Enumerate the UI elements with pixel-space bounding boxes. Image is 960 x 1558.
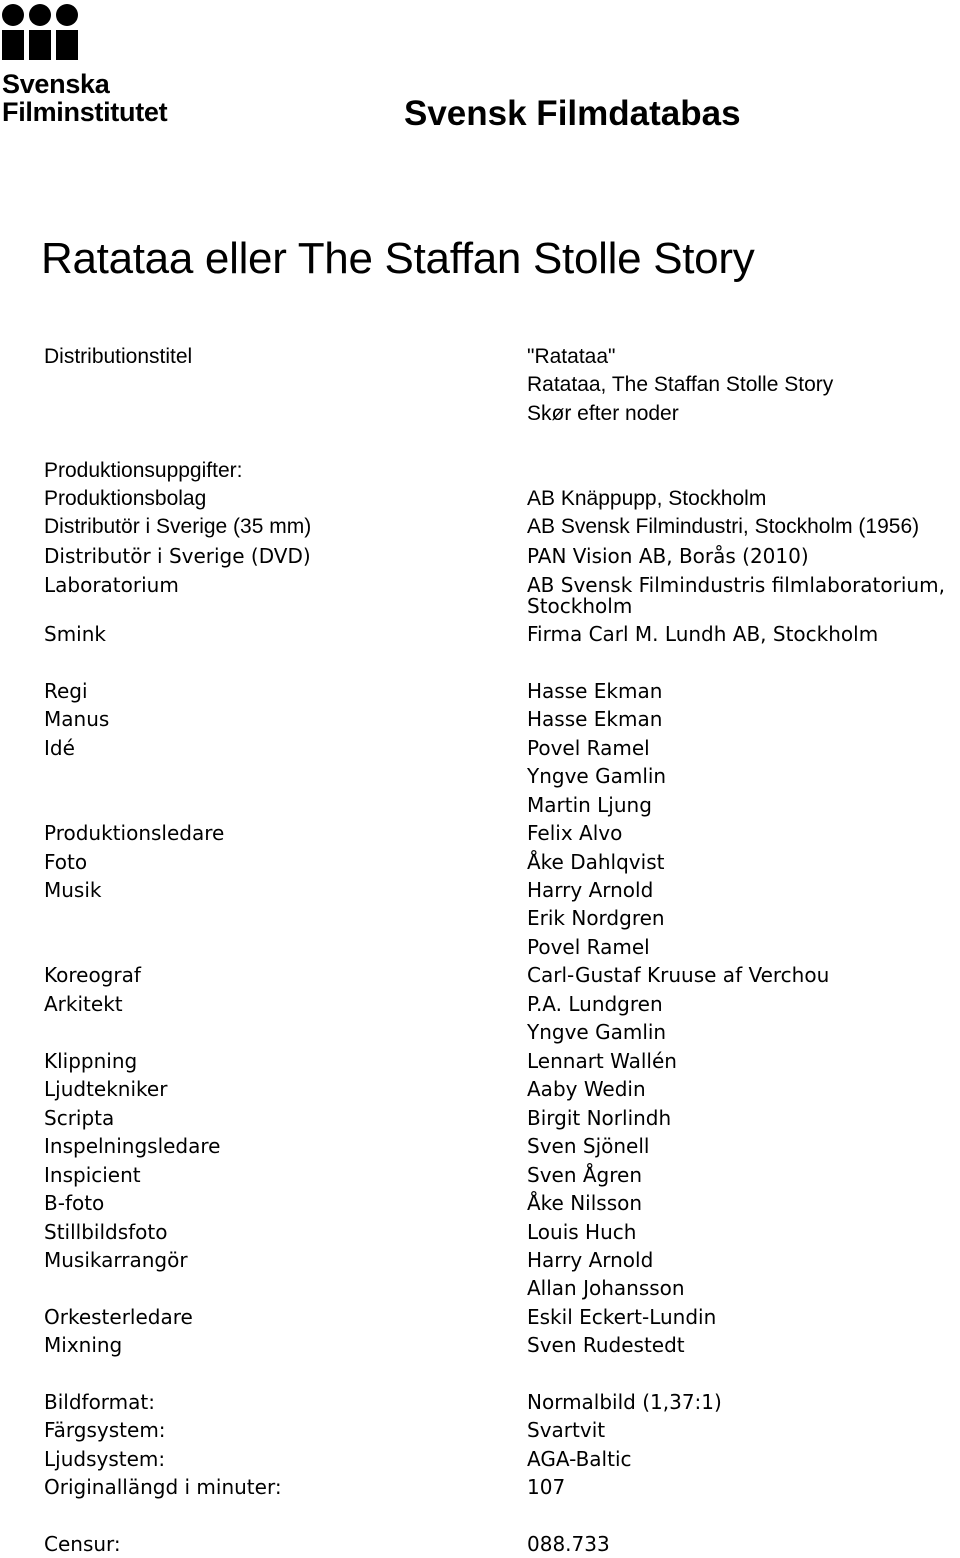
crew-row xyxy=(0,791,960,819)
film-title: Ratataa eller The Staffan Stolle Story xyxy=(41,234,755,283)
production-row xyxy=(0,542,960,570)
crew-role: Stillbildsfoto xyxy=(44,1220,168,1244)
svenska-filminstitutet-logo xyxy=(2,4,212,132)
crew-role: Musik xyxy=(44,878,102,902)
censorship-value: 088.733 xyxy=(527,1532,610,1556)
crew-row xyxy=(0,933,960,961)
crew-name: Louis Huch xyxy=(527,1220,637,1244)
censorship-row xyxy=(0,1530,960,1558)
logo-line-2: Filminstitutet xyxy=(2,97,168,127)
technical-value: Svartvit xyxy=(527,1418,606,1442)
production-row xyxy=(0,571,960,619)
technical-row xyxy=(0,1416,960,1444)
crew-role: Koreograf xyxy=(44,963,141,987)
crew-row xyxy=(0,848,960,876)
distribution-row xyxy=(0,400,960,428)
censorship-label: Censur: xyxy=(44,1532,121,1556)
crew-role: Idé xyxy=(44,736,75,760)
crew-role: Foto xyxy=(44,850,88,874)
logo-text xyxy=(2,70,167,126)
production-value: Firma Carl M. Lundh AB, Stockholm xyxy=(527,622,879,646)
crew-row xyxy=(0,1047,960,1075)
technical-value: Normalbild (1,37:1) xyxy=(527,1390,722,1414)
crew-name: Sven Ågren xyxy=(527,1163,643,1187)
crew-row xyxy=(0,1075,960,1103)
crew-role: Inspelningsledare xyxy=(44,1134,221,1158)
production-row xyxy=(0,485,960,513)
technical-label: Bildformat: xyxy=(44,1390,155,1414)
crew-row xyxy=(0,1246,960,1274)
crew-name: Aaby Wedin xyxy=(527,1077,646,1101)
crew-role: Regi xyxy=(44,679,88,703)
crew-row xyxy=(0,1018,960,1046)
crew-row xyxy=(0,1189,960,1217)
crew-name: Erik Nordgren xyxy=(527,906,665,930)
production-row xyxy=(0,620,960,648)
crew-row xyxy=(0,1132,960,1160)
technical-label: Ljudsystem: xyxy=(44,1447,166,1471)
crew-row xyxy=(0,1303,960,1331)
production-value: AB Knäppupp, Stockholm xyxy=(527,487,767,510)
crew-name: Harry Arnold xyxy=(527,1248,654,1272)
crew-name: P.A. Lundgren xyxy=(527,992,663,1016)
crew-name: Martin Ljung xyxy=(527,793,652,817)
crew-name: Povel Ramel xyxy=(527,935,650,959)
crew-row xyxy=(0,734,960,762)
crew-role: Mixning xyxy=(44,1333,123,1357)
crew-row xyxy=(0,1331,960,1359)
crew-row xyxy=(0,876,960,904)
crew-role: B-foto xyxy=(44,1191,105,1215)
crew-role: Inspicient xyxy=(44,1163,141,1187)
crew-role: Orkesterledare xyxy=(44,1305,193,1329)
crew-name: Carl-Gustaf Kruuse af Verchou xyxy=(527,963,830,987)
logo-line-1: Svenska xyxy=(2,69,110,99)
crew-role: Produktionsledare xyxy=(44,821,225,845)
distribution-title: Skør efter noder xyxy=(527,402,679,425)
technical-row xyxy=(0,1445,960,1473)
crew-name: Yngve Gamlin xyxy=(527,764,667,788)
crew-row xyxy=(0,1161,960,1189)
crew-row xyxy=(0,762,960,790)
database-title: Svensk Filmdatabas xyxy=(404,94,741,133)
production-label: Smink xyxy=(44,622,106,646)
distribution-row xyxy=(0,371,960,399)
crew-row xyxy=(0,990,960,1018)
crew-name: Yngve Gamlin xyxy=(527,1020,667,1044)
crew-name: Lennart Wallén xyxy=(527,1049,677,1073)
distribution-row xyxy=(0,343,960,371)
crew-name: Allan Johansson xyxy=(527,1276,685,1300)
crew-row xyxy=(0,1104,960,1132)
crew-name: Birgit Norlindh xyxy=(527,1106,672,1130)
crew-name: Povel Ramel xyxy=(527,736,650,760)
production-label: Distributör i Sverige (35 mm) xyxy=(44,515,312,538)
technical-value: 107 xyxy=(527,1475,566,1499)
crew-row xyxy=(0,1274,960,1302)
crew-row xyxy=(0,705,960,733)
crew-role: Scripta xyxy=(44,1106,115,1130)
technical-row xyxy=(0,1388,960,1416)
crew-row xyxy=(0,819,960,847)
crew-row xyxy=(0,904,960,932)
crew-role: Arkitekt xyxy=(44,992,123,1016)
crew-row xyxy=(0,1218,960,1246)
technical-label: Färgsystem: xyxy=(44,1418,166,1442)
crew-role: Ljudtekniker xyxy=(44,1077,168,1101)
production-value: AB Svensk Filmindustris filmlaboratorium, Stockholm xyxy=(527,573,945,618)
production-value: AB Svensk Filmindustri, Stockholm (1956) xyxy=(527,515,920,538)
distribution-title: "Ratataa" xyxy=(527,345,616,368)
technical-value: AGA-Baltic xyxy=(527,1447,632,1471)
crew-name: Åke Dahlqvist xyxy=(527,850,665,874)
production-heading: Produktionsuppgifter: xyxy=(44,459,243,482)
distribution-label: Distributionstitel xyxy=(44,345,193,368)
distribution-title: Ratataa, The Staffan Stolle Story xyxy=(527,373,834,396)
crew-row xyxy=(0,677,960,705)
crew-name: Felix Alvo xyxy=(527,821,623,845)
production-label: Produktionsbolag xyxy=(44,487,207,510)
crew-row xyxy=(0,961,960,989)
technical-label: Originallängd i minuter: xyxy=(44,1475,282,1499)
production-label: Laboratorium xyxy=(44,573,179,597)
logo-mark xyxy=(2,4,82,68)
production-row xyxy=(0,513,960,541)
crew-name: Åke Nilsson xyxy=(527,1191,643,1215)
crew-role: Manus xyxy=(44,707,110,731)
crew-role: Musikarrangör xyxy=(44,1248,188,1272)
crew-name: Sven Rudestedt xyxy=(527,1333,685,1357)
crew-name: Sven Sjönell xyxy=(527,1134,650,1158)
production-label: Distributör i Sverige (DVD) xyxy=(44,544,311,568)
crew-name: Eskil Eckert-Lundin xyxy=(527,1305,717,1329)
technical-row xyxy=(0,1473,960,1501)
crew-role: Klippning xyxy=(44,1049,138,1073)
crew-name: Hasse Ekman xyxy=(527,679,663,703)
crew-name: Hasse Ekman xyxy=(527,707,663,731)
crew-name: Harry Arnold xyxy=(527,878,654,902)
production-value: PAN Vision AB, Borås (2010) xyxy=(527,544,809,568)
